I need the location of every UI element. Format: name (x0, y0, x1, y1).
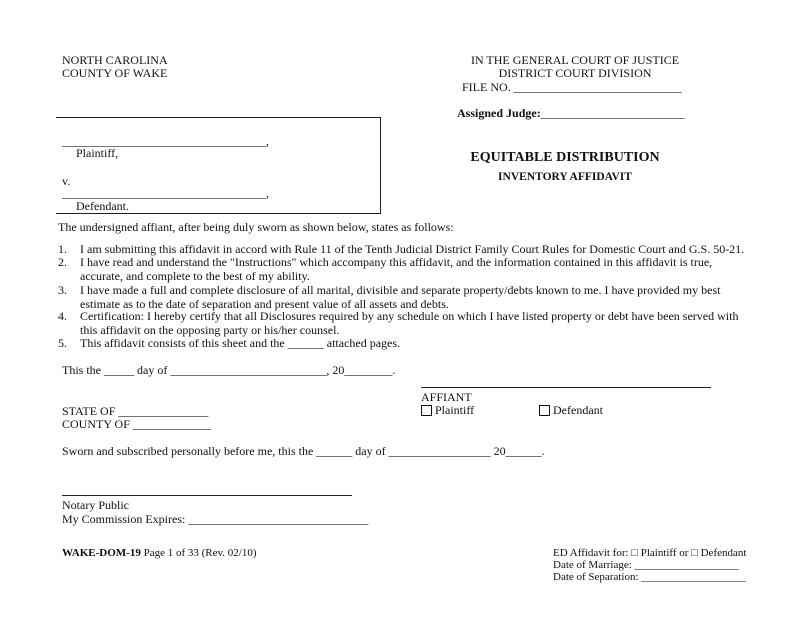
document-title: EQUITABLE DISTRIBUTION (470, 150, 660, 165)
document-subtitle: INVENTORY AFFIDAVIT (498, 171, 632, 183)
statement-number: 5. (58, 336, 67, 350)
statement-text: I have made a full and complete disclosure of all marital, divisible and separate property/debts known to me. I have provided my best estimate as to the date of separation and present value of all assets and debts. (80, 283, 721, 311)
assigned-judge-label: Assigned Judge: (457, 106, 541, 120)
commission-expires-field[interactable]: My Commission Expires: ______________________________ (62, 512, 369, 526)
division-label: DISTRICT COURT DIVISION (498, 66, 652, 80)
county-of-field[interactable]: COUNTY OF _____________ (62, 417, 211, 431)
court-label: IN THE GENERAL COURT OF JUSTICE (470, 53, 680, 67)
sworn-statement-field[interactable]: Sworn and subscribed personally before me, this the ______ day of _________________ 20______. (62, 444, 545, 458)
statement-number: 4. (58, 309, 67, 323)
form-id: WAKE-DOM-19 (62, 547, 141, 559)
affiant-plaintiff-option[interactable] (421, 403, 474, 417)
statement-number: 2. (58, 255, 67, 269)
statement-text: I am submitting this affidavit in accord with Rule 11 of the Tenth Judicial District Family Court Rules for Domestic Court and G.S. 50-21. (80, 242, 745, 256)
statement-text: I have read and understand the "Instructions" which accompany this affidavit, and the information contained in this affidavit is true, accurate, and complete to the best of my ability. (80, 255, 713, 283)
date-of-marriage-field[interactable]: Date of Marriage: ___________________ (553, 559, 740, 571)
defendant-checkbox[interactable] (539, 405, 550, 416)
plaintiff-label: Plaintiff, (76, 146, 119, 160)
county-label: COUNTY OF WAKE (62, 66, 168, 80)
statement-item (58, 284, 748, 311)
assigned-judge[interactable] (457, 106, 685, 120)
affiant-label: AFFIANT (421, 390, 472, 404)
caption-bottom-rule (56, 213, 381, 214)
defendant-name-field[interactable]: __________________________________, (62, 186, 269, 200)
statement-text: This affidavit consists of this sheet and the ______ attached pages. (80, 336, 401, 350)
affiant-signature-line[interactable] (421, 387, 711, 388)
statement-text: Certification: I hereby certify that all Disclosures required by any schedule on which I have listed property or debt have been served with this affidavit on the opposing party or his/her counsel. (80, 309, 739, 337)
notary-public-label: Notary Public (62, 498, 129, 512)
caption-right-rule (380, 117, 381, 213)
statement-item (58, 337, 748, 351)
statement-item (58, 310, 748, 337)
notary-signature-line[interactable] (62, 495, 352, 496)
file-number-field[interactable]: FILE NO. ____________________________ (462, 80, 682, 94)
statement-item (58, 256, 748, 283)
plaintiff-checkbox[interactable] (421, 405, 432, 416)
versus-label: v. (62, 174, 71, 188)
defendant-label: Defendant. (76, 199, 129, 213)
plaintiff-name-field[interactable]: __________________________________, (62, 134, 269, 148)
footer-form-info (62, 546, 257, 560)
statement-number: 1. (58, 242, 67, 256)
page-info: Page 1 of 33 (Rev. 02/10) (143, 547, 257, 559)
intro-text: The undersigned affiant, after being duly sworn as shown below, states as follows: (58, 220, 454, 234)
assigned-judge-line[interactable]: ________________________ (540, 106, 685, 120)
date-of-separation-field[interactable]: Date of Separation: ___________________ (553, 571, 746, 583)
plaintiff-option-label: Plaintiff (435, 403, 475, 417)
state-label: NORTH CAROLINA (62, 53, 168, 67)
defendant-option-label: Defendant (553, 403, 603, 417)
ed-affidavit-for: ED Affidavit for: □ Plaintiff or □ Defendant (553, 547, 747, 559)
state-of-field[interactable]: STATE OF _______________ (62, 404, 209, 418)
affiant-defendant-option[interactable] (539, 403, 603, 417)
date-signed-field[interactable]: This the _____ day of __________________________, 20________. (62, 363, 396, 377)
statement-number: 3. (58, 283, 67, 297)
caption-top-rule (56, 117, 381, 118)
